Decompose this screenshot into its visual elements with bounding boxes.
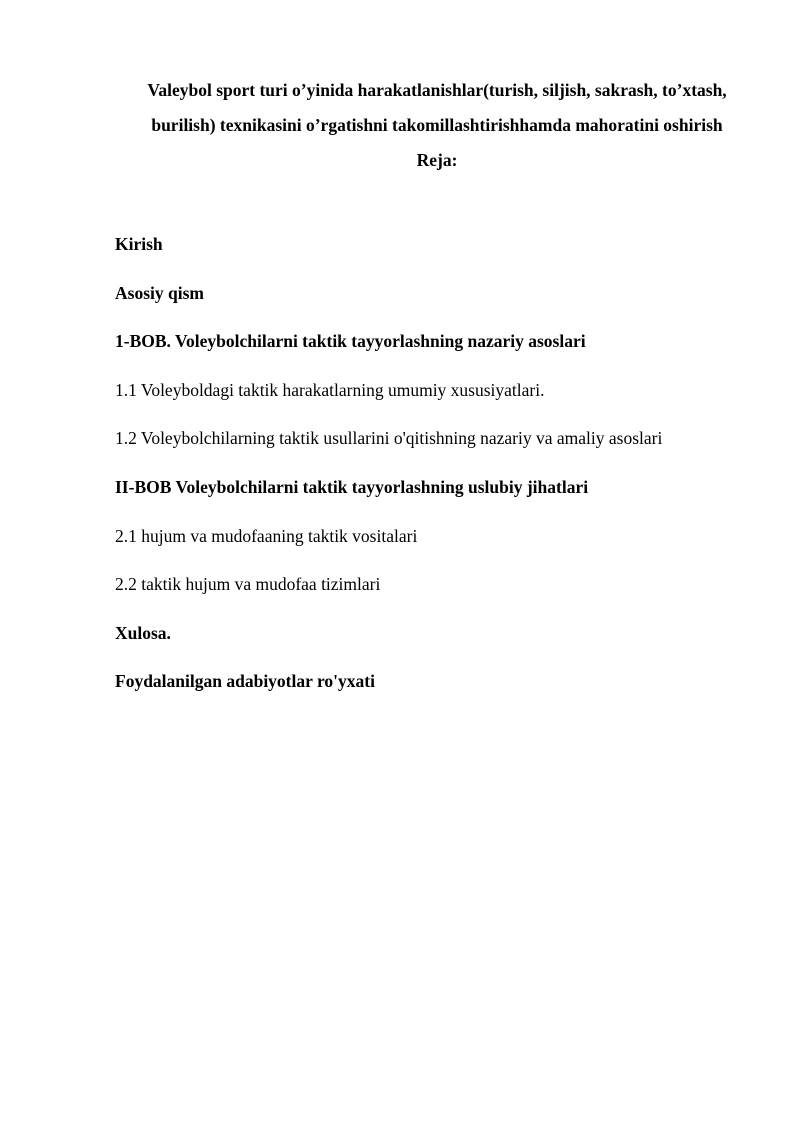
toc-item-section-1-2: 1.2 Voleybolchilarning taktik usullarini o'qitishning nazariy va amaliy asoslari: [115, 428, 663, 449]
toc-item-main-part: Asosiy qism: [115, 282, 204, 303]
toc-item-section-2-1: 2.1 hujum va mudofaaning taktik vositalari: [115, 525, 418, 546]
plan-heading: Reja:: [416, 150, 458, 170]
title-line-1: Valeybol sport turi o’yinida harakatlanishlar(turish, siljish, sakrash, to’xtash,: [147, 80, 727, 100]
toc-item-references: Foydalanilgan adabiyotlar ro'yxati: [115, 671, 375, 692]
toc-item-section-2-2: 2.2 taktik hujum va mudofaa tizimlari: [115, 574, 381, 595]
title-line-2: burilish) texnikasini o’rgatishni takomillashtirishhamda mahoratini oshirish: [151, 115, 723, 135]
document-title: [100, 73, 774, 178]
toc-item-conclusion: Xulosa.: [115, 622, 171, 643]
toc-item-section-1-1: 1.1 Voleyboldagi taktik harakatlarning umumiy xususiyatlari.: [115, 379, 545, 400]
toc-item-chapter-2: II-BOB Voleybolchilarni taktik tayyorlashning uslubiy jihatlari: [115, 476, 589, 497]
toc-item-introduction: Kirish: [115, 234, 163, 254]
table-of-contents: [115, 232, 775, 718]
toc-item-chapter-1: 1-BOB. Voleybolchilarni taktik tayyorlashning nazariy asoslari: [115, 331, 586, 352]
